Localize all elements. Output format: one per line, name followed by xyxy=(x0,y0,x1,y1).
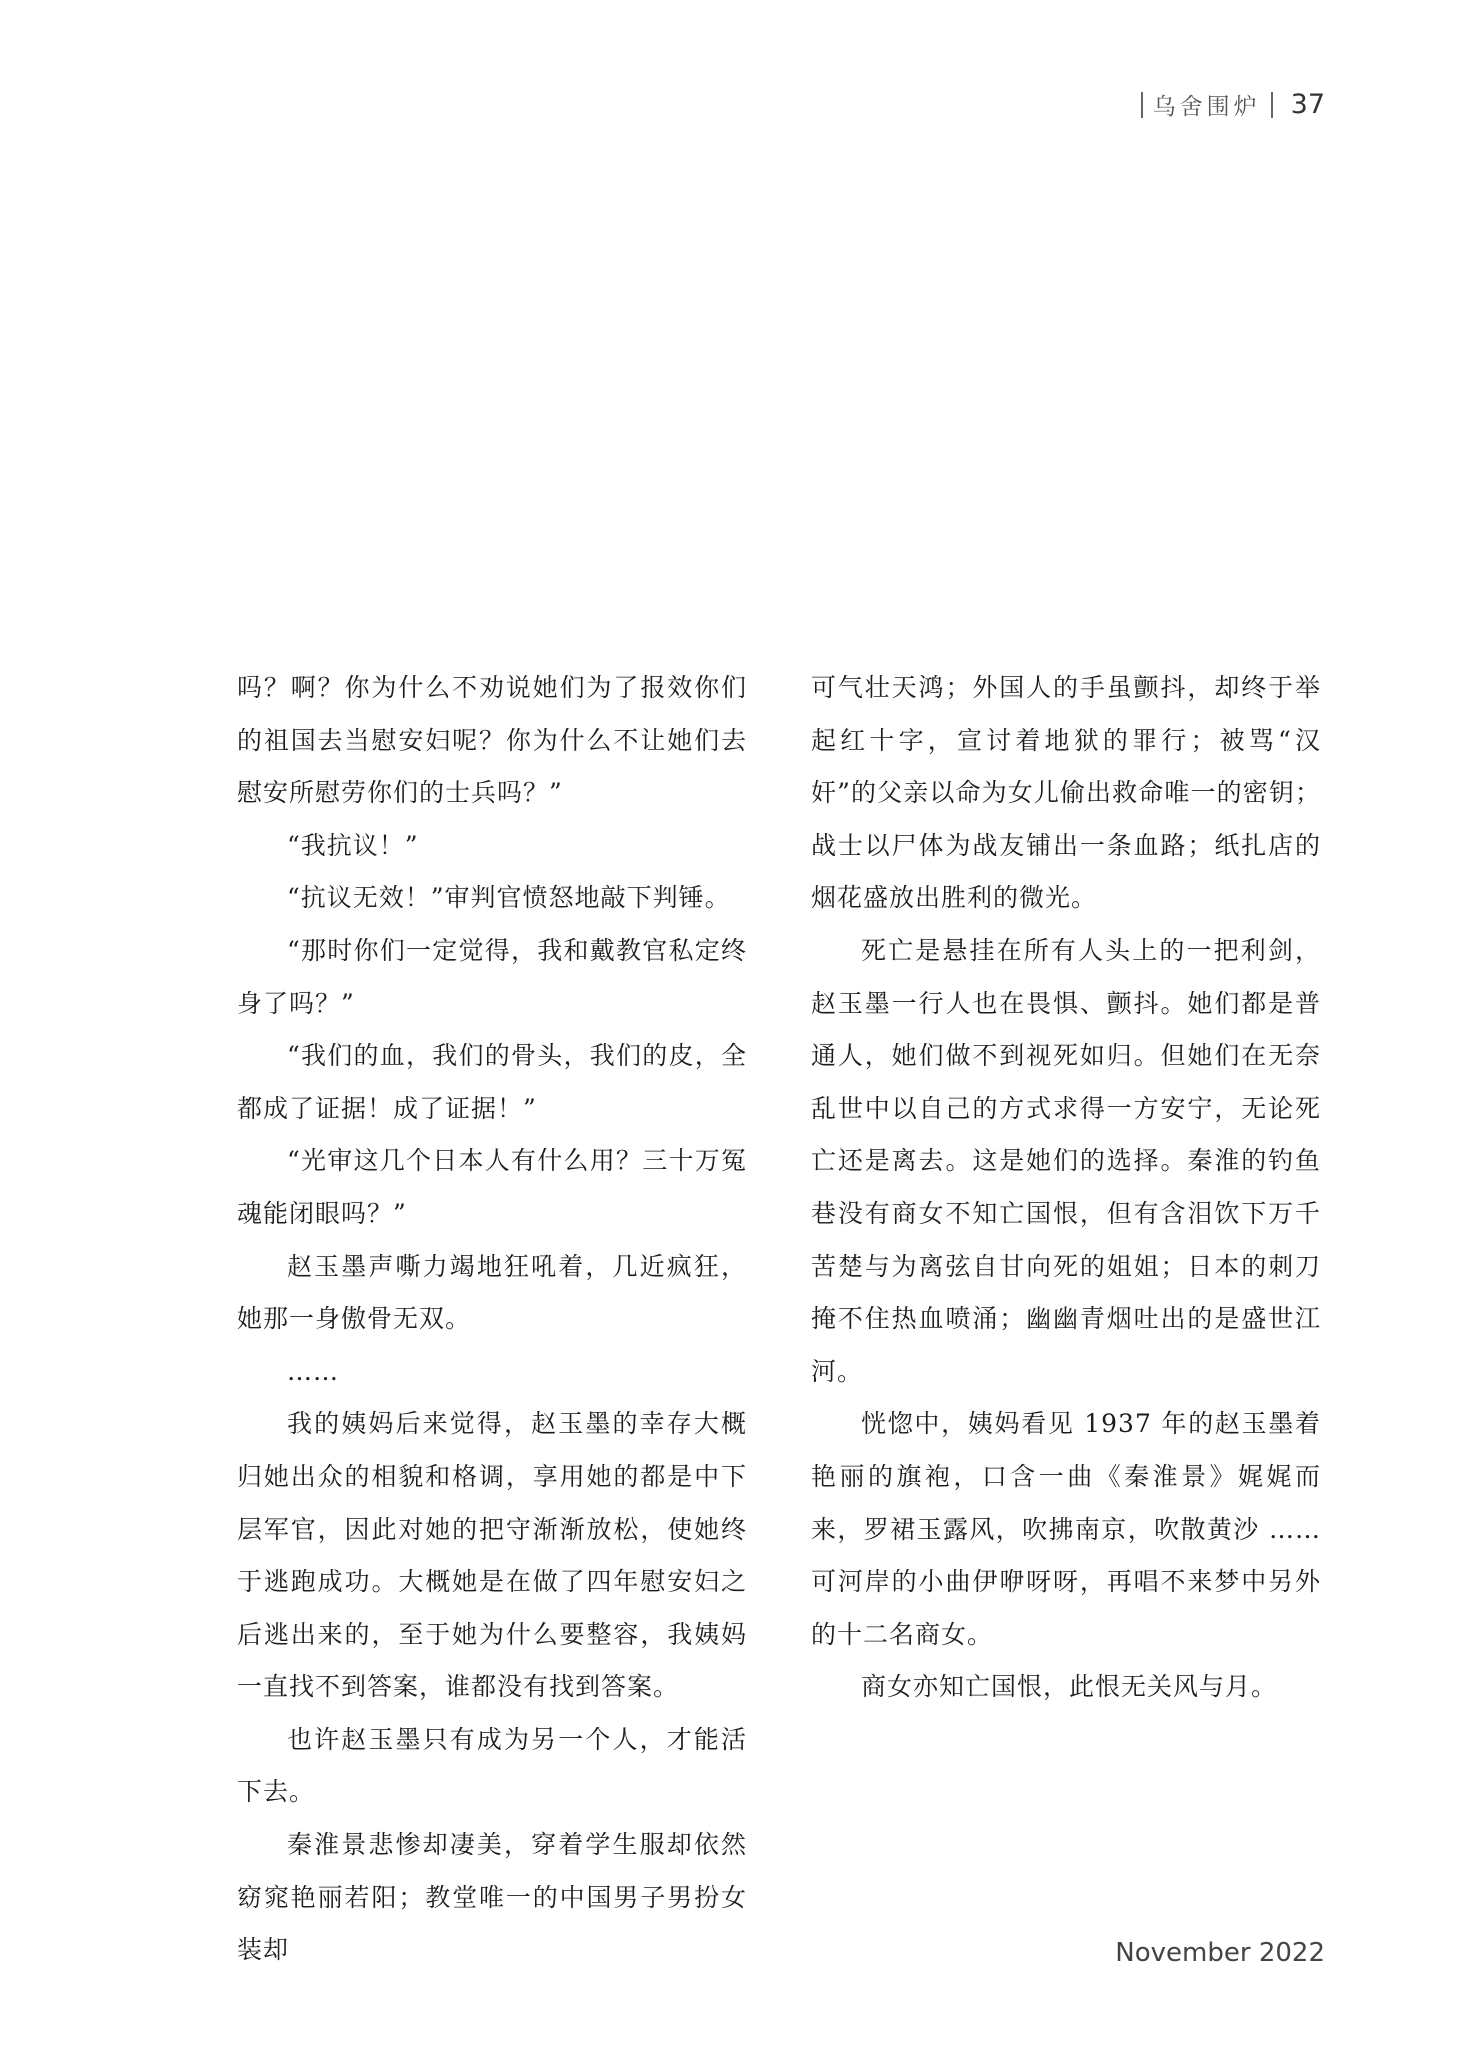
issue-date: November 2022 xyxy=(1115,1938,1325,1968)
paragraph: 秦淮景悲惨却凄美，穿着学生服却依然窈窕艳丽若阳；教堂唯一的中国男子男扮女装却 xyxy=(237,1830,747,1965)
paragraph: 也许赵玉墨只有成为另一个人，才能活下去。 xyxy=(237,1724,747,1807)
paragraph: “抗议无效！”审判官愤怒地敲下判锤。 xyxy=(287,883,731,913)
running-header xyxy=(1141,88,1325,121)
page-number: 37 xyxy=(1290,89,1325,120)
paragraph: “光审这几个日本人有什么用？三十万冤魂能闭眼吗？” xyxy=(237,1146,747,1228)
section-title: 乌舍围炉 xyxy=(1152,94,1261,120)
paragraph: “那时你们一定觉得，我和戴教官私定终身了吗？” xyxy=(237,935,747,1018)
paragraph: 我的姨妈后来觉得，赵玉墨的幸存大概归她出众的相貌和格调，享用她的都是中下层军官，因此对她的把守渐渐放松，使她终于逃跑成功。大概她是在做了四年慰安妇之后逃出来的，至于她为什么要整容，我姨妈一直找不到答案，谁都没有找到答案。 xyxy=(237,1409,747,1702)
header-divider-left xyxy=(1141,92,1143,118)
paragraph: 恍惚中，姨妈看见 1937 年的赵玉墨着艳丽的旗袍，口含一曲《秦淮景》娓娓而来，罗裙玉露风，吹拂南京，吹散黄沙 …… 可河岸的小曲伊咿呀呀，再唱不来梦中另外的十二名商女。 xyxy=(811,1409,1321,1649)
paragraph: “我抗议！” xyxy=(287,830,419,860)
ellipsis-break: …… xyxy=(287,1356,339,1386)
paragraph: 死亡是悬挂在所有人头上的一把利剑，赵玉墨一行人也在畏惧、颤抖。她们都是普通人，她们做不到视死如归。但她们在无奈乱世中以自己的方式求得一方安宁，无论死亡还是离去。这是她们的选择。秦淮的钓鱼巷没有商女不知亡国恨，但有含泪饮下万千苦楚与为离弦自甘向死的姐姐；日本的刺刀掩不住热血喷涌；幽幽青烟吐出的是盛世江河。 xyxy=(811,935,1321,1386)
paragraph: 赵玉墨声嘶力竭地狂吼着，几近疯狂，她那一身傲骨无双。 xyxy=(237,1251,747,1334)
left-column xyxy=(237,662,747,1977)
paragraph: 吗？啊？你为什么不劝说她们为了报效你们的祖国去当慰安妇呢？你为什么不让她们去慰安所慰劳你们的士兵吗？” xyxy=(237,673,747,808)
header-divider-right xyxy=(1271,92,1273,118)
paragraph: 商女亦知亡国恨，此恨无关风与月。 xyxy=(861,1672,1278,1702)
paragraph: 可气壮天鸿；外国人的手虽颤抖，却终于举起红十字，宣讨着地狱的罪行；被骂“汉奸”的父亲以命为女儿偷出救命唯一的密钥；战士以尸体为战友铺出一条血路；纸扎店的烟花盛放出胜利的微光。 xyxy=(811,673,1321,913)
right-column xyxy=(811,662,1321,1714)
paragraph: “我们的血，我们的骨头，我们的皮，全都成了证据！成了证据！” xyxy=(237,1041,747,1123)
